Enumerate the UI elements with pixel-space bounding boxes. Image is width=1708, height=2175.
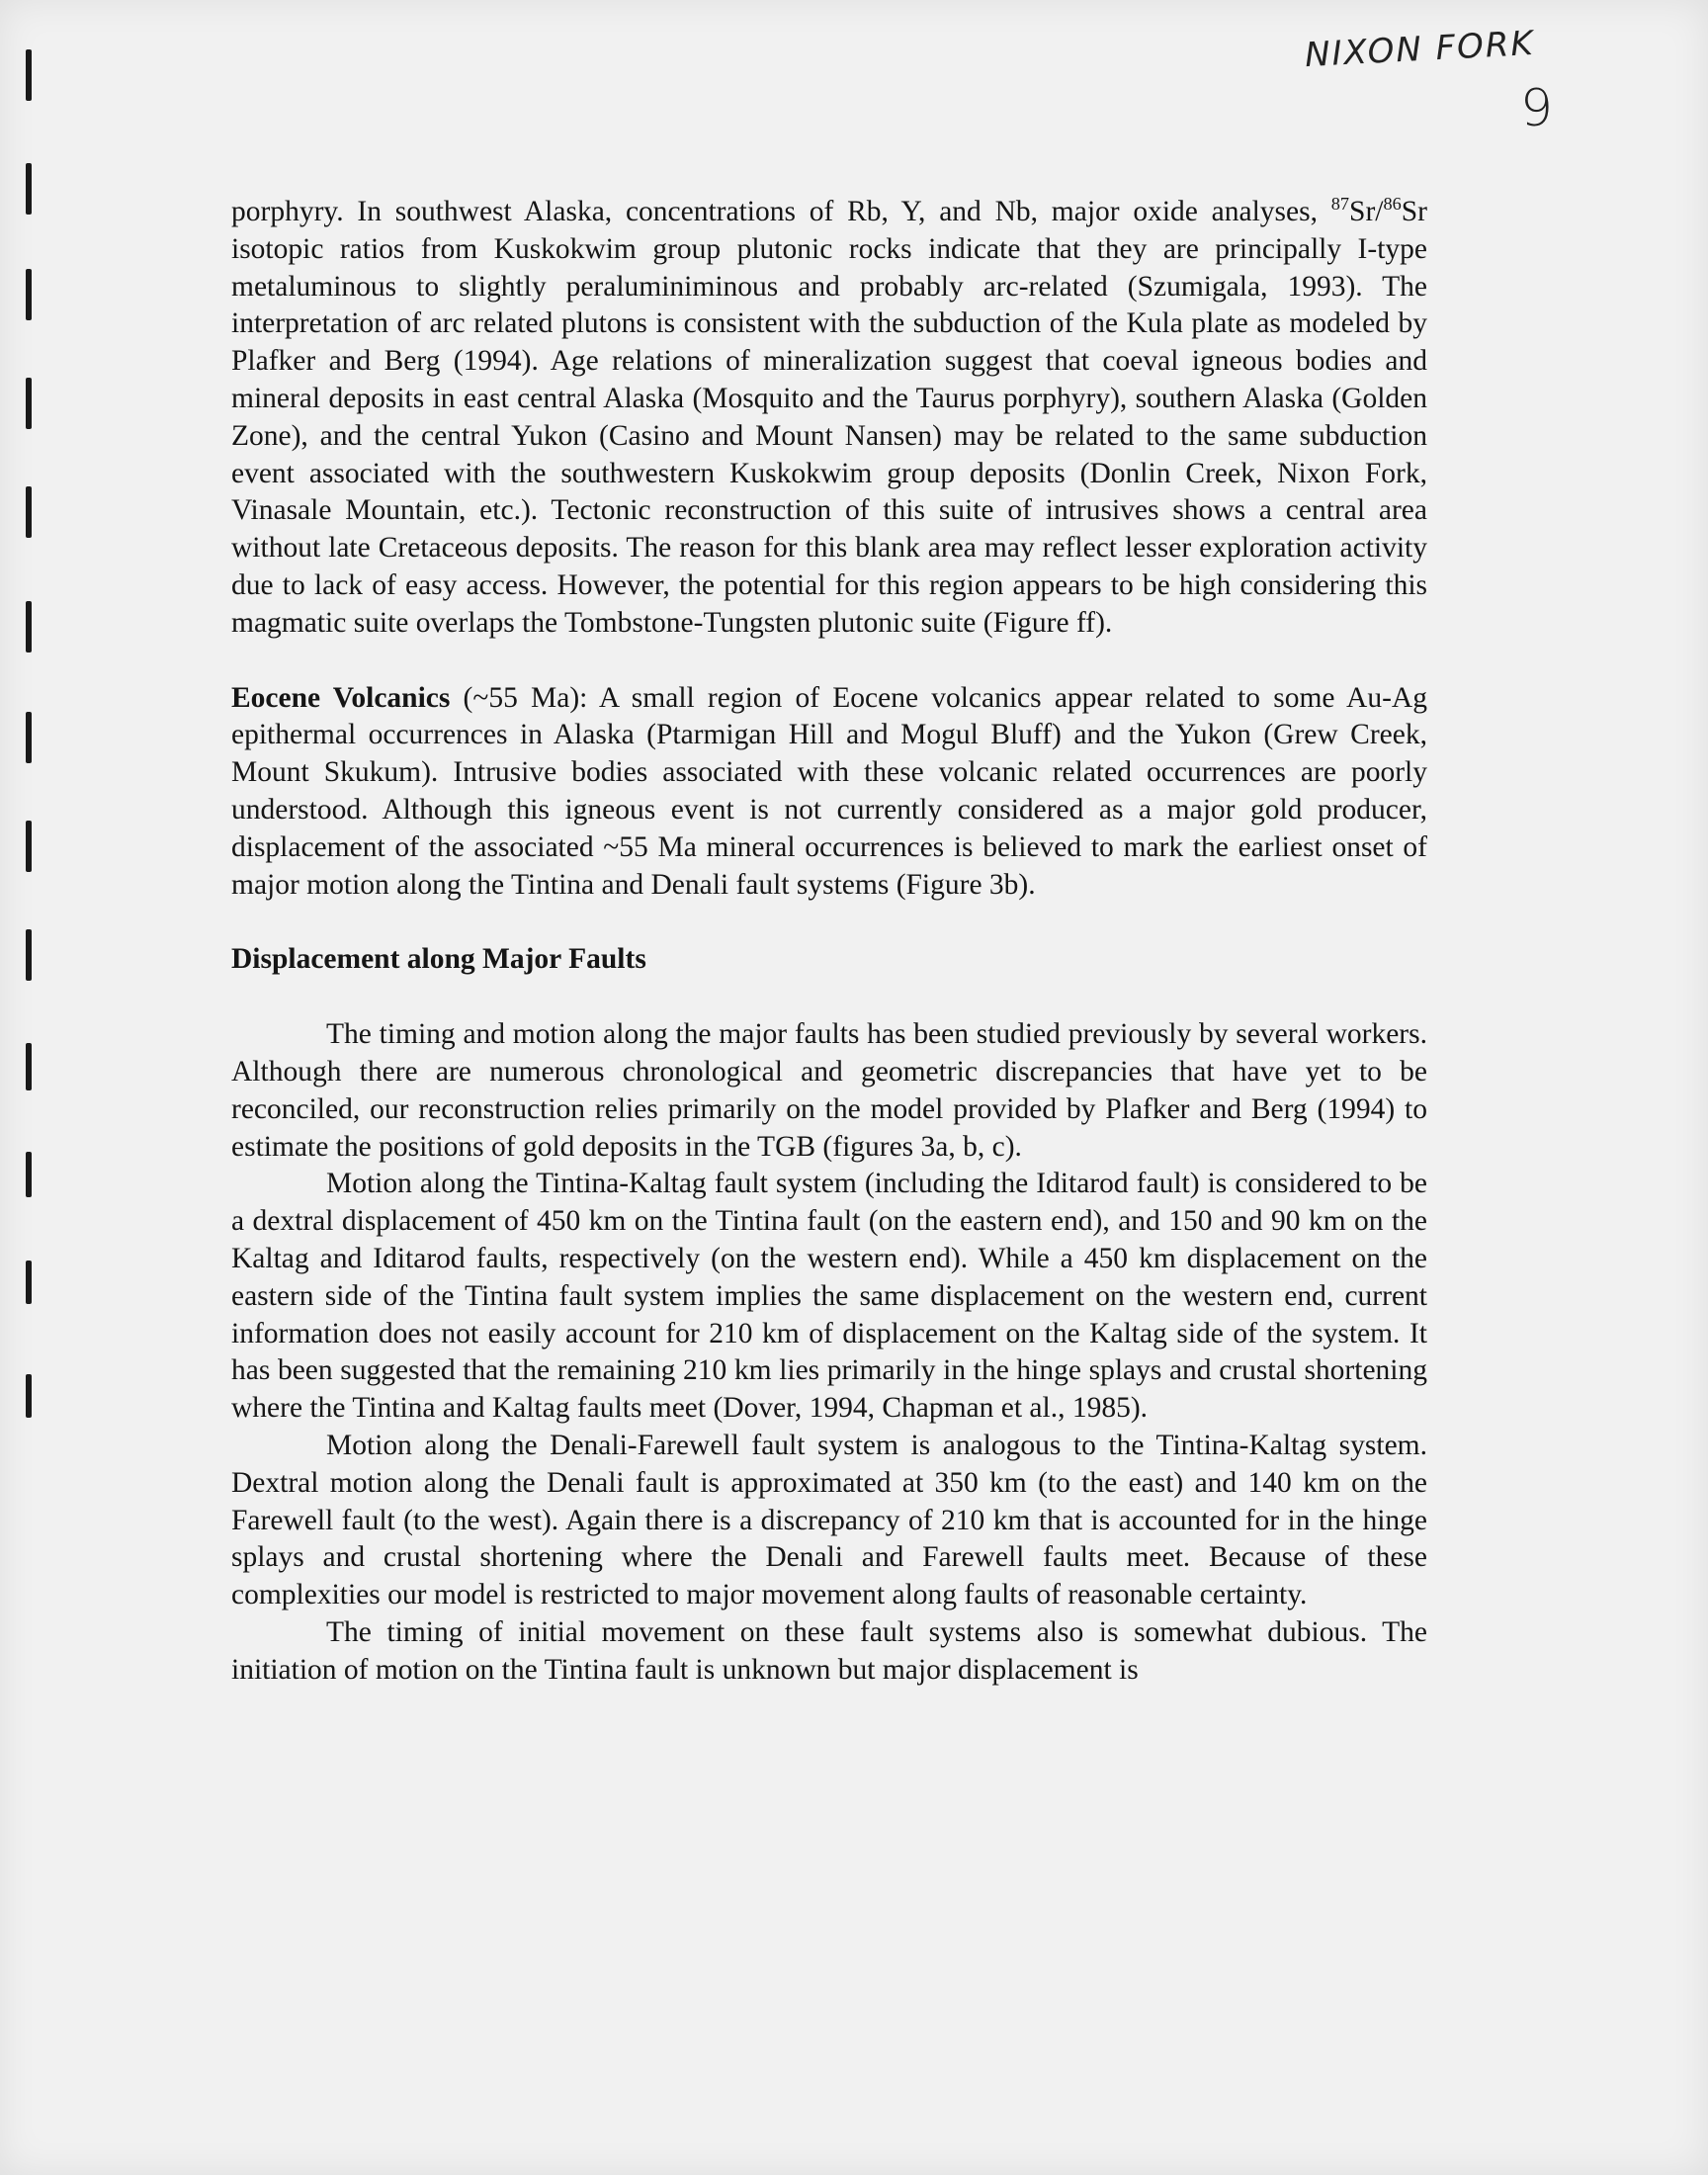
binder-mark xyxy=(26,1043,32,1090)
binder-mark xyxy=(26,163,32,215)
run-in-heading: Eocene Volcanics xyxy=(231,681,451,714)
paragraph-text: Sr isotopic ratios from Kuskokwim group plutonic rocks indicate that they are principally I-type metaluminous to slightly peraluminiminous and probably arc-related (Szumigala, 1993). The interpretation of arc related plutons is consistent with the subduction of the Kula plate as modeled by Plafker and Berg (1994). Age relations of mineralization suggest that coeval igneous bodies and mineral deposits in east central Alaska (Mosquito and the Taurus porphyry), southern Alaska (Golden Zone), and the central Yukon (Casino and Mount Nansen) may be related to the same subduction event associated with the southwestern Kuskokwim group deposits (Donlin Creek, Nixon Fork, Vinasale Mountain, etc.). Tectonic reconstruction of this suite of intrusives shows a central area without late Cretaceous deposits. The reason for this blank area may reflect lesser exploration activity due to lack of easy access. However, the potential for this region appears to be high considering this magmatic suite overlaps the Tombstone-Tungsten plutonic suite (Figure ff). xyxy=(231,196,1427,639)
binder-mark xyxy=(26,1152,32,1197)
paragraph-initiation: The timing of initial movement on these fault systems also is somewhat dubious. The initiation of motion on the Tintina fault is unknown but major displacement is xyxy=(231,1615,1427,1686)
handwritten-title: NIXON FORK xyxy=(1304,23,1536,76)
paragraph-text: Sr/ xyxy=(1349,196,1384,227)
binder-mark xyxy=(26,1261,32,1304)
paragraph-denali: Motion along the Denali-Farewell fault system is analogous to the Tintina-Kaltag system. Dextral motion along the Denali fault is approximated at 350 km (to the east) and 140 km on the Farewell fault (to the west). Again there is a discrepancy of 210 km that is accounted for in the hinge splays and crustal shortening where the Denali and Farewell faults meet. Because of these complexities our model is restricted to major movement along faults of reasonable certainty. xyxy=(231,1429,1427,1611)
binder-mark xyxy=(26,486,32,538)
binder-mark xyxy=(26,1374,32,1418)
paragraph-tintina: Motion along the Tintina-Kaltag fault system (including the Iditarod fault) is considered to be a dextral displacement of 450 km on the Tintina fault (on the eastern end), and 150 and 90 km on the Kaltag and Iditarod faults, respectively (on the western end). While a 450 km displacement on the eastern side of the Tintina fault system implies the same displacement on the western end, current information does not easily account for 210 km of displacement on the Kaltag side of the system. It has been suggested that the remaining 210 km lies primarily in the hinge splays and crustal shortening where the Tintina and Kaltag faults meet (Dover, 1994, Chapman et al., 1985). xyxy=(231,1168,1427,1425)
paragraph-text: (~55 Ma): A small region of Eocene volcanics appear related to some Au-Ag epithermal occurrences in Alaska (Ptarmigan Hill and Mogul Bluff) and the Yukon (Grew Creek, Mount Skukum). Intrusive bodies associated with these volcanic related occurrences are poorly understood. Although this igneous event is not currently considered as a major gold producer, displacement of the associated ~55 Ma mineral occurrences is believed to mark the earliest onset of major motion along the Tintina and Denali fault systems (Figure 3b). xyxy=(231,681,1427,901)
binder-mark xyxy=(26,378,32,429)
spacer xyxy=(231,643,1427,680)
binder-mark xyxy=(26,49,32,101)
spacer xyxy=(231,904,1427,941)
binder-mark xyxy=(26,601,32,652)
paragraph-eocene xyxy=(231,680,1427,905)
binder-mark xyxy=(26,712,32,763)
paragraph-text: porphyry. In southwest Alaska, concentrations of Rb, Y, and Nb, major oxide analyses, xyxy=(231,196,1331,227)
page-number: 9 xyxy=(1520,79,1556,138)
document-body xyxy=(231,194,1427,1689)
section-heading: Displacement along Major Faults xyxy=(231,943,646,976)
binder-mark xyxy=(26,821,32,872)
binder-mark xyxy=(26,269,32,320)
paragraph-timing: The timing and motion along the major faults has been studied previously by several workers. Although there are numerous chronological and geometric discrepancies that have yet to be reconciled, our reconstruction relies primarily on the model provided by Plafker and Berg (1994) to estimate the positions of gold deposits in the TGB (figures 3a, b, c). xyxy=(231,1018,1427,1163)
superscript: 87 xyxy=(1330,194,1350,215)
spacer xyxy=(231,979,1427,1016)
paragraph-porphyry xyxy=(231,194,1427,643)
binder-mark xyxy=(26,929,32,981)
superscript: 86 xyxy=(1383,194,1402,215)
